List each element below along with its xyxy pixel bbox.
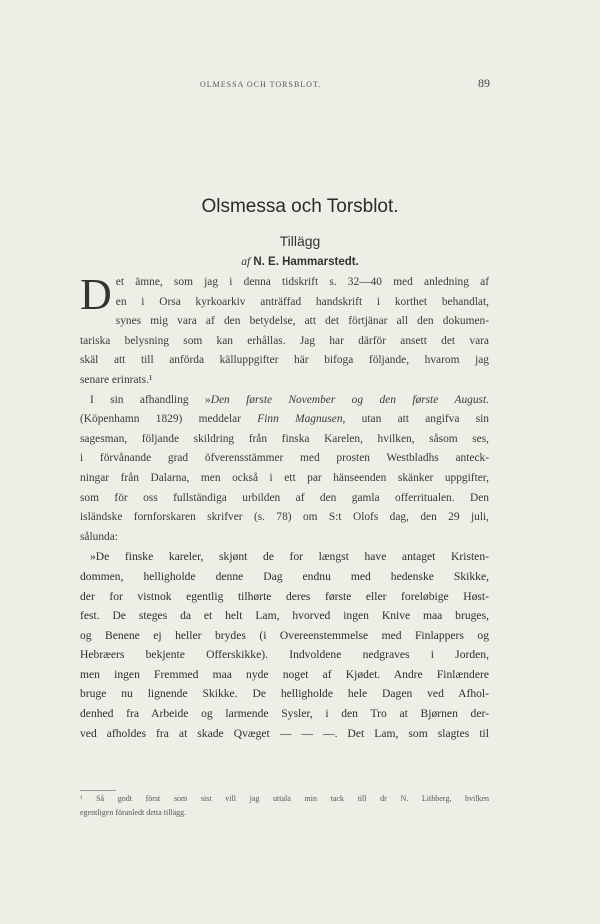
- text-line: denhed fra Arbeide og larmende Sysler, i den Tro at Bjørnen der-: [80, 707, 489, 721]
- article-subtitle: Tillägg: [279, 233, 321, 249]
- text-span: , utan att angifva sin: [342, 413, 489, 426]
- text-span: I sin afhandling »: [90, 393, 211, 406]
- article-title: Olsmessa och Torsblot.: [201, 196, 399, 217]
- text-line: skäl att till anförda källuppgifter här bifoga följande, hvarom jag: [80, 354, 489, 367]
- text-line: tariska belysning som kan erhållas. Jag har därför ansett det vara: [80, 334, 489, 347]
- footnote-rule: [80, 790, 116, 791]
- text-span: (Köpenhamn 1829) meddelar: [80, 413, 258, 426]
- text-line: Hebræers bekjente Offerskikke). Indvoldene nedgraves i Jorden,: [80, 648, 489, 662]
- footnote-line: ¹ Så godt först som sist vill jag uttala min tack till dr N. Lithberg, hvilken: [80, 794, 489, 803]
- text-line: der for vistnok egentlig tilhørte deres første eller foreløbige Høst-: [80, 589, 489, 603]
- text-line: i förvånande grad öfverensstämmer med prosten Westbladhs anteck-: [80, 452, 489, 465]
- text-line: sålunda:: [80, 530, 118, 543]
- work-title: Den første November og den første August: [210, 393, 487, 406]
- byline-prefix: af: [241, 256, 251, 268]
- quoted-passage: [80, 547, 489, 743]
- footnote-line: egentligen föranledt detta tillägg.: [80, 808, 187, 817]
- footnote: [80, 792, 489, 820]
- text-line: isländske fornforskaren skrifver (s. 78) om S:t Olofs dag, den 29 juli,: [80, 511, 489, 524]
- text-line: og Benene ej heller brydes (i Overeenstemmelse med Finlappers og: [80, 628, 489, 642]
- running-head: [80, 76, 490, 91]
- text-line: sagesman, följande skildring från finska Karelen, hvilken, såsom ses,: [80, 432, 489, 445]
- text-line: ningar från Dalarna, men också i ett par hänseenden skänker uppgifter,: [80, 471, 489, 484]
- author-reference: Finn Magnusen: [257, 413, 343, 426]
- text-line: [80, 391, 489, 411]
- text-line: en i Orsa kyrkoarkiv anträffad handskrift i korthet behandlat,: [115, 295, 489, 308]
- paragraph-1: [80, 270, 489, 391]
- text-line: »De finske kareler, skjønt de for længst have antaget Kristen-: [90, 550, 489, 564]
- text-line: bruge nu lignende Skikke. De helligholde hele Dagen ved Afhol-: [80, 687, 489, 701]
- author-name: N. E. Hammarstedt.: [253, 256, 359, 268]
- text-line: men ingen Fremmed maa nyde noget af Kjødet. Andre Finlændere: [80, 667, 489, 681]
- byline: [0, 256, 600, 268]
- text-line: ved afholdes fra at skade Qvæget — — —. Det Lam, som slagtes til: [80, 726, 489, 740]
- page-number: 89: [478, 76, 490, 90]
- text-span: .: [486, 393, 489, 406]
- drop-cap: D: [80, 270, 112, 319]
- text-line: senare erinrats.¹: [80, 373, 153, 386]
- running-head-title: OLMESSA OCH TORSBLOT.: [200, 80, 322, 89]
- text-line: fest. De steges da et helt Lam, hvorved ingen Knive maa bruges,: [80, 609, 489, 623]
- text-line: som för oss fullständiga urbilden af den gamla offerritualen. Den: [80, 491, 489, 504]
- text-line: et ämne, som jag i denna tidskrift s. 32—40 med anledning af: [115, 276, 489, 288]
- text-line: dommen, helligholde denne Dag endnu med hedenske Skikke,: [80, 569, 489, 583]
- text-line: synes mig vara af den betydelse, att det förtjänar all den dokumen-: [115, 315, 489, 328]
- text-line: [80, 410, 489, 430]
- paragraph-2: [80, 391, 489, 548]
- article-body: [80, 270, 489, 743]
